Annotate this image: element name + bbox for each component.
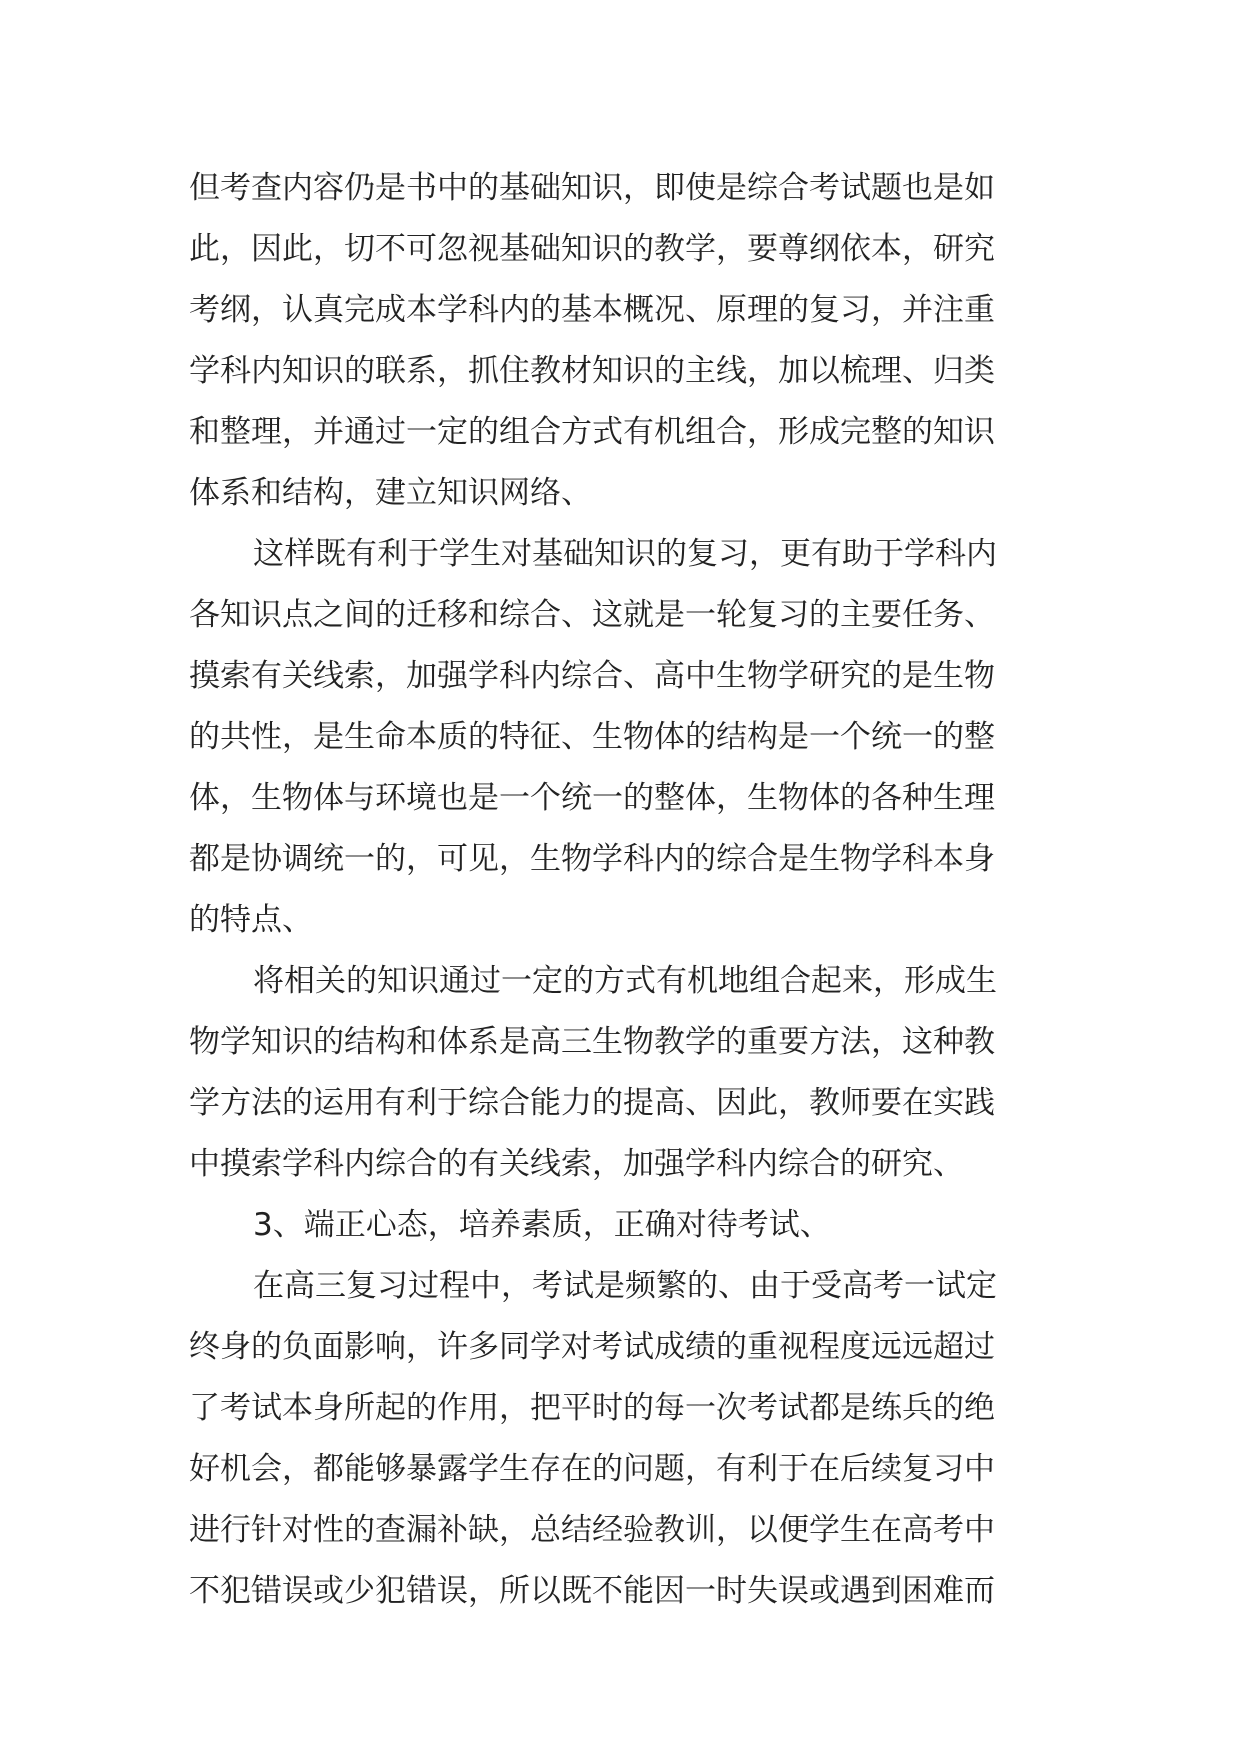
paragraph-5	[189, 1256, 1069, 1622]
text-line: 不犯错误或少犯错误，所以既不能因一时失误或遇到困难而	[189, 1573, 995, 1609]
paragraph-3	[189, 951, 1069, 1195]
text-line: 终身的负面影响，许多同学对考试成绩的重视程度远远超过	[189, 1329, 995, 1365]
text-line: 进行针对性的查漏补缺，总结经验教训，以便学生在高考中	[189, 1512, 995, 1548]
text-line: 但考查内容仍是书中的基础知识，即使是综合考试题也是如	[189, 170, 995, 206]
text-line: 在高三复习过程中，考试是频繁的、由于受高考一试定	[253, 1268, 997, 1304]
body-text	[189, 158, 1069, 1622]
section-heading	[189, 1195, 1069, 1256]
paragraph-2	[189, 524, 1069, 951]
text-line: 物学知识的结构和体系是高三生物教学的重要方法，这种教	[189, 1024, 995, 1060]
text-line: 此，因此，切不可忽视基础知识的教学，要尊纲依本，研究	[189, 231, 995, 267]
text-line: 好机会，都能够暴露学生存在的问题，有利于在后续复习中	[189, 1451, 995, 1487]
text-line: 将相关的知识通过一定的方式有机地组合起来，形成生	[253, 963, 997, 999]
text-line: 各知识点之间的迁移和综合、这就是一轮复习的主要任务、	[189, 597, 995, 633]
text-line: 这样既有利于学生对基础知识的复习，更有助于学科内	[253, 536, 997, 572]
text-line: 了考试本身所起的作用，把平时的每一次考试都是练兵的绝	[189, 1390, 995, 1426]
text-line: 都是协调统一的，可见，生物学科内的综合是生物学科本身	[189, 841, 995, 877]
paragraph-1	[189, 158, 1069, 524]
text-line: 中摸索学科内综合的有关线索，加强学科内综合的研究、	[189, 1146, 964, 1182]
text-line: 的共性，是生命本质的特征、生物体的结构是一个统一的整	[189, 719, 995, 755]
text-line: 学方法的运用有利于综合能力的提高、因此，教师要在实践	[189, 1085, 995, 1121]
text-line: 学科内知识的联系，抓住教材知识的主线，加以梳理、归类	[189, 353, 995, 389]
text-line: 考纲，认真完成本学科内的基本概况、原理的复习，并注重	[189, 292, 995, 328]
text-line: 和整理，并通过一定的组合方式有机组合，形成完整的知识	[189, 414, 995, 450]
text-line: 摸索有关线索，加强学科内综合、高中生物学研究的是生物	[189, 658, 995, 694]
text-line: 体，生物体与环境也是一个统一的整体，生物体的各种生理	[189, 780, 995, 816]
text-line: 的特点、	[189, 902, 313, 938]
text-line: 3、端正心态，培养素质，正确对待考试、	[253, 1207, 831, 1243]
text-line: 体系和结构，建立知识网络、	[189, 475, 592, 511]
